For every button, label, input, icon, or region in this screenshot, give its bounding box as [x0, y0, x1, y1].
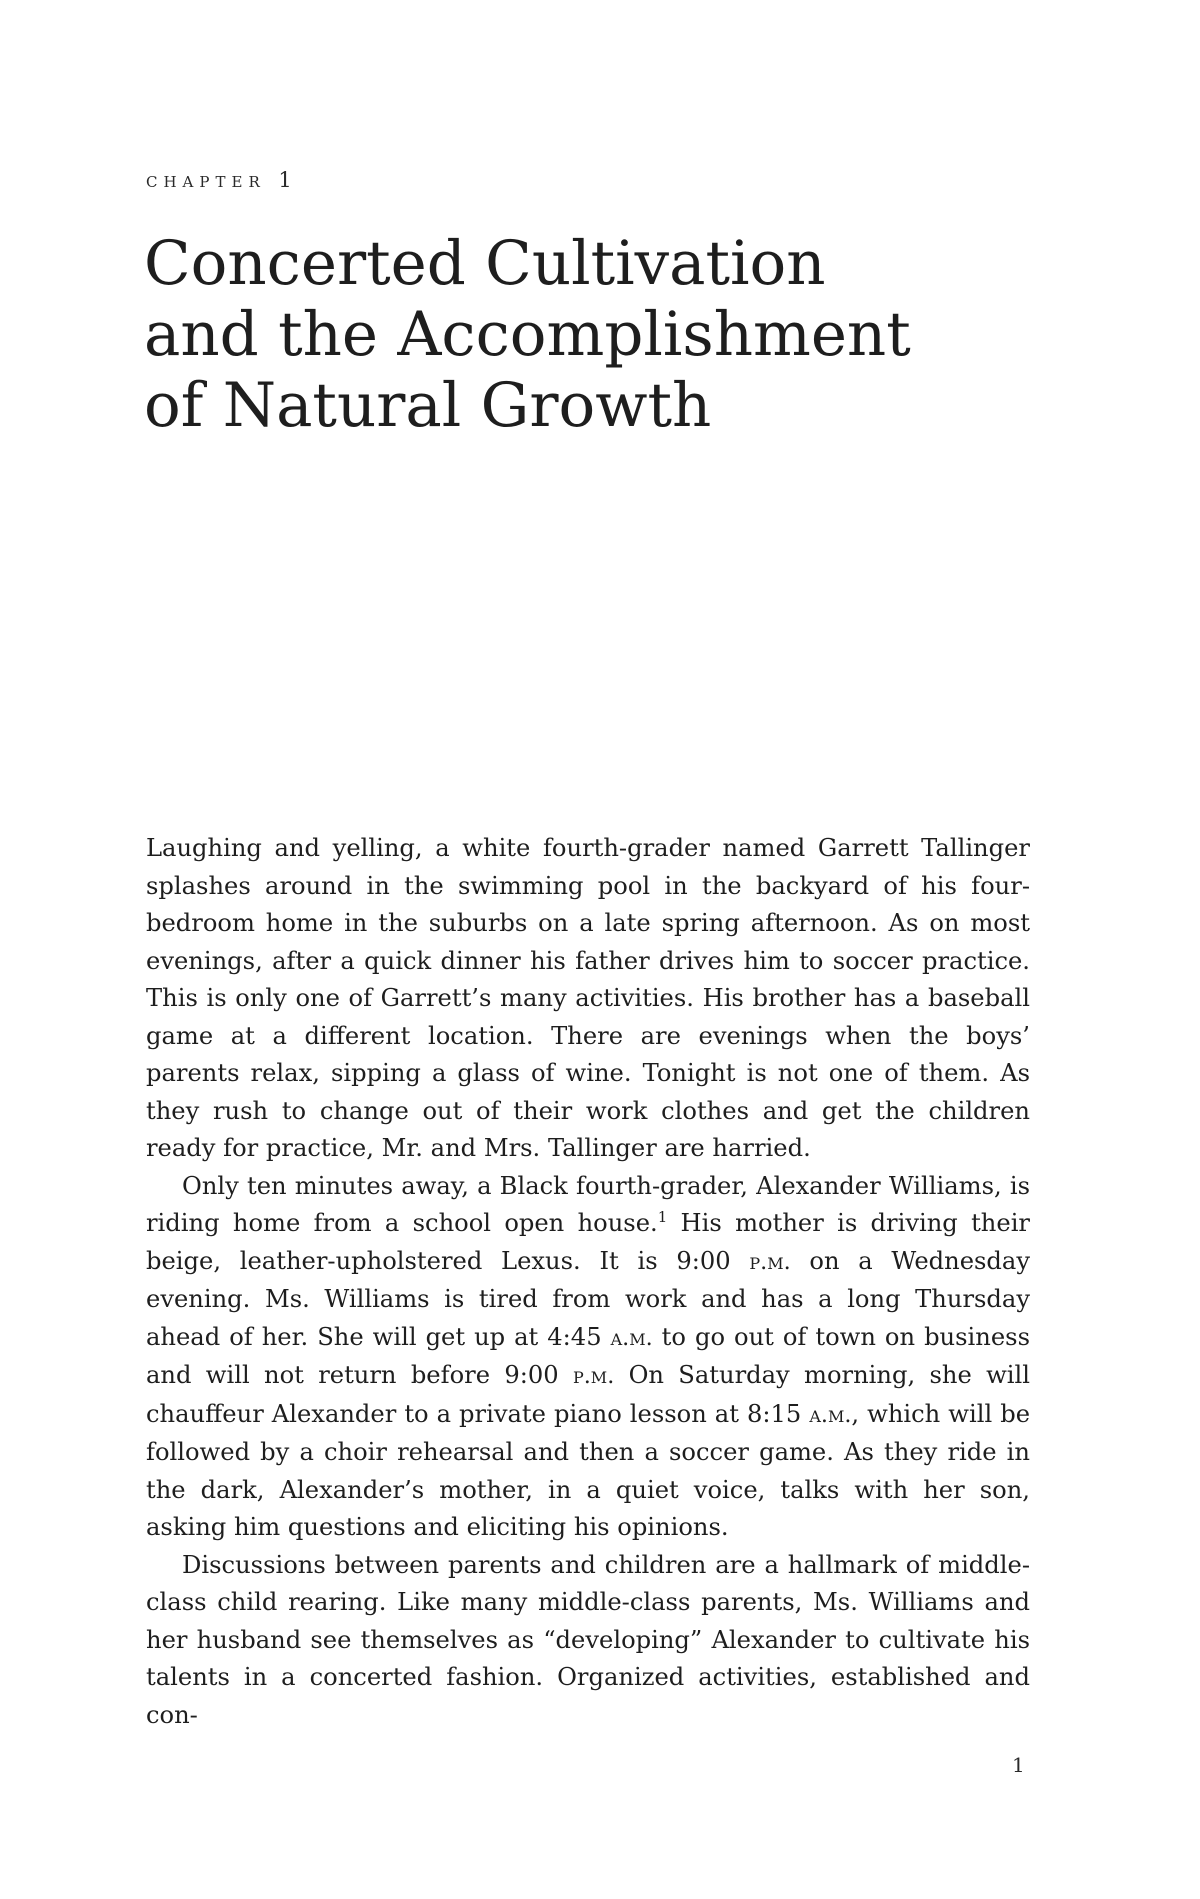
time-abbreviation: p.m.	[572, 1363, 615, 1389]
time-abbreviation: a.m.	[610, 1324, 653, 1351]
time-abbreviation: a.m.	[809, 1401, 852, 1428]
paragraph-2-text: Only ten minutes away, a Black fourth-grader, Alexander Williams, is riding home from a school open house.	[146, 1171, 1030, 1237]
time-abbreviation: p.m.	[749, 1248, 791, 1275]
paragraph-1: Laughing and yelling, a white fourth-grader named Garrett Tallinger splashes around in the swimming pool in the backyard of his four-bedroom home in the suburbs on a late spring afternoon. As on most evenings, after a quick dinner his father drives him to soccer practice. This is only one of Garrett’s many activities. His brother has a baseball game at a different location. There are evenings when the boys’ parents relax, sipping a glass of wine. Tonight is not one of them. As they rush to change out of their work clothes and get the children ready for practice, Mr. and Mrs. Tallinger are harried.	[146, 834, 1030, 1162]
chapter-title-line: and the Accomplishment	[144, 299, 911, 370]
chapter-title-line: Concerted Cultivation	[144, 228, 826, 299]
chapter-title	[144, 228, 1044, 441]
endnote-reference[interactable]: 1	[657, 1207, 668, 1226]
paragraph-2-text: On Saturday morning, she will chauffeur Alexander to a private piano lesson at 8:15	[146, 1361, 1031, 1428]
paragraph-2-text: His mother is driving their beige, leather-upholstered Lexus. It is 9:00	[146, 1209, 1030, 1275]
paragraph-3: Discussions between parents and children are a hallmark of middle-class child rearing. Like many middle-class parents, Ms. Williams and her husband see themselves as “developing” Alexander to cultivate his talents in a concerted fashion. Organized activities, established and con-	[146, 1550, 1030, 1729]
paragraph-2-text: to go out of town on business and will not return before 9:00	[146, 1322, 1030, 1389]
chapter-label: chapter 1	[146, 168, 298, 192]
page-number: 1	[1012, 1753, 1025, 1777]
paragraph-2-text: on a Wednesday evening. Ms. Williams is tired from work and has a long Thursday ahead of her. She will get up at 4:45	[146, 1246, 1030, 1351]
paragraph-2	[146, 1168, 1030, 1547]
chapter-title-line: of Natural Growth	[144, 370, 712, 441]
paragraph-2-text: , which will be followed by a choir rehearsal and then a soccer game. As they ride in the dark, Alexander’s mother, in a quiet voice, talks with her son, asking him questions and eliciting his opinions.	[146, 1399, 1031, 1541]
body-text	[146, 830, 1030, 1734]
